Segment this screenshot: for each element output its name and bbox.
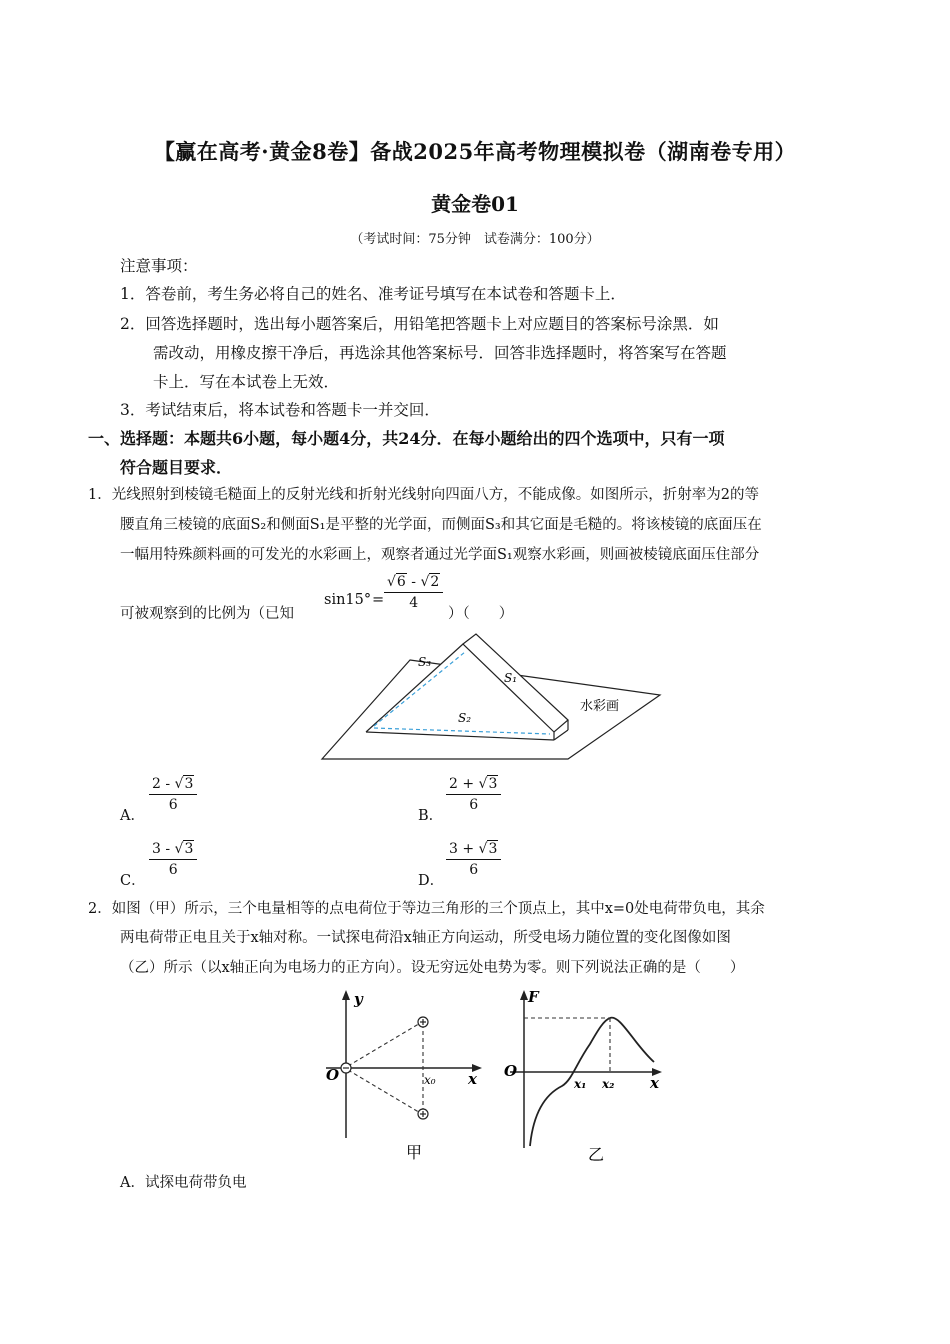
yi-origin-label: O	[504, 1062, 518, 1080]
q1-line-4-pre: 可被观察到的比例为（已知	[120, 606, 294, 622]
notice-item-1: 1．答卷前，考生务必将自己的姓名、准考证号填写在本试卷和答题卡上．	[120, 285, 626, 303]
jia-x0-label: x₀	[424, 1073, 436, 1087]
sin-label: sin15°	[324, 592, 372, 608]
prism-figure	[318, 630, 668, 762]
yi-x-label: x	[650, 1074, 659, 1092]
exam-meta: （考试时间：75分钟 试卷满分：100分）	[350, 232, 600, 247]
yi-x2-label: x₂	[602, 1077, 615, 1091]
q2-line-3: （乙）所示（以x轴正向为电场力的正方向）。设无穷远处电势为零。则下列说法正确的是（ ）	[120, 960, 745, 976]
section-heading: 一、选择题：本题共6小题，每小题4分，共24分．在每小题给出的四个选项中，只有一项	[88, 429, 725, 448]
section-heading-cont: 符合题目要求．	[120, 458, 233, 477]
option-c-fraction: $\frac{3 - √3}{6}$	[149, 841, 197, 878]
yi-caption: 乙	[588, 1145, 605, 1164]
option-d-den: 6	[469, 862, 479, 878]
option-d-label: D．	[418, 873, 445, 889]
option-c-label: C．	[120, 873, 146, 889]
jia-y-label: y	[354, 990, 363, 1008]
page-title: 【赢在高考·黄金8卷】备战2025年高考物理模拟卷（湖南卷专用）	[153, 139, 797, 164]
q1-line-2: 腰直角三棱镜的底面S₂和侧面S₁是平整的光学面，而侧面S₃和其它面是毛糙的。将该棱镜的底面压在	[120, 517, 762, 533]
q1-line-3: 一幅用特殊颜料画的可发光的水彩画上，观察者通过光学面S₁观察水彩画，则画被棱镜底面压住部分	[120, 547, 760, 563]
sin-den: 4	[409, 595, 419, 611]
notice-item-3: 3．考试结束后，将本试卷和答题卡一并交回．	[120, 401, 440, 419]
option-b-num-a: 2 +	[449, 776, 479, 792]
notice-item-2-cont2: 卡上．写在本试卷上无效．	[153, 373, 340, 391]
option-c-den: 6	[168, 862, 178, 878]
label-painting: 水彩画	[580, 699, 620, 714]
option-d-num-b: 3	[488, 841, 498, 857]
option-b-fraction: $\frac{2 + √3}{6}$	[446, 776, 501, 813]
sin-num-a: 6	[396, 574, 406, 590]
option-d-fraction: $\frac{3 + √3}{6}$	[446, 841, 501, 878]
jia-caption: 甲	[406, 1143, 423, 1162]
notice-item-2-cont: 需改动，用橡皮擦干净后，再选涂其他答案标号．回答非选择题时，将答案写在答题	[153, 344, 727, 362]
option-c-num-b: 3	[184, 841, 194, 857]
q1-line-4-post: ）（ ）	[448, 606, 514, 622]
option-b-num-b: 3	[488, 776, 498, 792]
jia-x-label: x	[468, 1070, 477, 1088]
label-s1: S₁	[504, 671, 518, 685]
q2-line-2: 两电荷带正电且关于x轴对称。一试探电荷沿x轴正方向运动，所受电场力随位置的变化图像如图	[120, 930, 731, 946]
label-s3: S₃	[418, 655, 432, 669]
yi-x1-label: x₁	[574, 1077, 587, 1091]
sin-num-minus: -	[406, 574, 421, 590]
jia-origin-label: O	[326, 1066, 340, 1084]
option-a-den: 6	[168, 797, 178, 813]
sin-fraction: $\frac{√6 - √2}{4}$	[384, 574, 443, 611]
option-a-num-b: 3	[184, 776, 194, 792]
figure-jia	[318, 988, 490, 1163]
notice-heading: 注意事项：	[120, 257, 198, 275]
option-a-fraction: $\frac{2 - √3}{6}$	[149, 776, 197, 813]
notice-item-2: 2．回答选择题时，选出每小题答案后，用铅笔把答题卡上对应题目的答案标号涂黑．如	[120, 315, 719, 333]
equals-sign: =	[372, 592, 385, 608]
q1-line-1: 1．光线照射到棱镜毛糙面上的反射光线和折射光线射向四面八方，不能成像。如图所示，折射率为2的等	[88, 487, 759, 503]
option-b-label: B．	[418, 808, 444, 824]
q2-option-a: A．试探电荷带负电	[120, 1175, 247, 1191]
option-b-den: 6	[469, 797, 479, 813]
figure-yi	[500, 988, 670, 1166]
paper-subtitle: 黄金卷01	[431, 192, 519, 216]
yi-f-label: F	[528, 988, 539, 1006]
option-c-num-a: 3 -	[152, 841, 175, 857]
sin-num-b: 2	[430, 574, 440, 590]
option-a-label: A．	[120, 808, 145, 824]
option-a-num-a: 2 -	[152, 776, 175, 792]
label-s2: S₂	[458, 711, 472, 725]
option-d-num-a: 3 +	[449, 841, 479, 857]
q2-line-1: 2．如图（甲）所示，三个电量相等的点电荷位于等边三角形的三个顶点上，其中x=0处电荷带负电，其余	[88, 901, 765, 917]
